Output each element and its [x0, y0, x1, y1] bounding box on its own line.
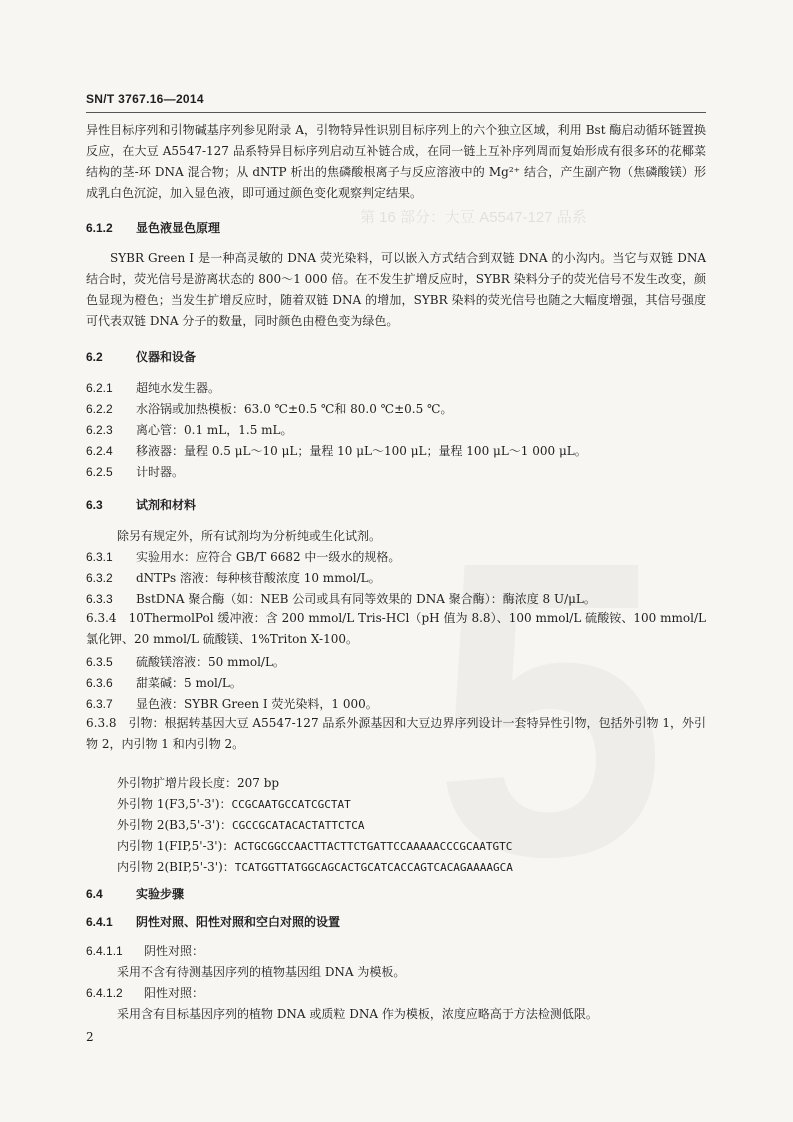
item-text: 甜菜碱：5 mol/L。 [136, 676, 242, 690]
list-item [86, 696, 706, 712]
positive-control-text: 采用含有目标基因序列的植物 DNA 或质粒 DNA 作为模板，浓度应略高于方法检测低限。 [117, 1007, 598, 1021]
header-rule [86, 112, 706, 113]
section-title: 实验步骤 [136, 887, 185, 901]
section-6-3-intro: 除另有规定外，所有试剂均为分析纯或生化试剂。 [117, 529, 382, 543]
reagent-6-3-8: 6.3.8 引物：根据转基因大豆 A5547-127 品系外源基因和大豆边界序列设计一套特异性引物，包括外引物 1，外引物 2，内引物 1 和内引物 2。 [86, 716, 706, 751]
item-text: 计时器。 [136, 465, 185, 479]
primer-sequence: TCATGGTTATGGCAGCACTGCATCACCAGTCACAGAAAAGCA [234, 861, 513, 874]
section-6-3-heading [86, 497, 706, 513]
section-title: 试剂和材料 [136, 498, 197, 512]
item-number: 6.3.6 [86, 676, 113, 690]
section-number: 6.4 [86, 887, 103, 901]
primer-sequence: CGCCGCATACACTATTCTCA [232, 819, 365, 832]
primer-label: 内引物 1(FIP,5'-3')： [117, 839, 235, 853]
negative-control-text: 采用不含有待测基因序列的植物基因组 DNA 为模板。 [117, 965, 406, 979]
section-6-4-1-1 [86, 943, 706, 959]
list-item [86, 401, 706, 417]
item-text: BstDNA 聚合酶（如：NEB 公司或具有同等效果的 DNA 聚合酶）：酶浓度 8 U/μL。 [136, 592, 596, 606]
section-number: 6.1.2 [86, 221, 113, 235]
item-number: 6.2.3 [86, 423, 113, 437]
list-item [86, 549, 706, 565]
primer-row [117, 817, 364, 834]
item-text: 实验用水：应符合 GB/T 6682 中一级水的规格。 [136, 550, 401, 564]
primer-sequence: CCGCAATGCCATCGCTAT [231, 798, 351, 811]
intro-paragraph: 异性目标序列和引物碱基序列参见附录 A，引物特异性识别目标序列上的六个独立区域，利用 Bst 酶启动循环链置换反应，在大豆 A5547-127 品系特异目标序列启动互补链合成，在同一链上互补序列周而复始形成有很多环的花椰菜结构的茎-环 DNA 混合物；从 dNTP 析出的焦磷酸根离子与反应溶液中的 Mg²⁺ 结合，产生副产物（焦磷酸镁）形成乳白色沉淀，加入显色液，即可通过颜色变化观察判定结果。 [86, 123, 706, 200]
item-text: dNTPs 溶液：每种核苷酸浓度 10 mmol/L。 [136, 571, 381, 585]
item-text: 阴性对照： [144, 944, 205, 958]
primer-label: 内引物 2(BIP,5'-3')： [117, 860, 235, 874]
list-item [86, 443, 706, 459]
item-number: 6.2.2 [86, 402, 113, 416]
section-6-1-2-heading [86, 220, 706, 236]
section-6-2-heading [86, 349, 706, 365]
item-text: 显色液：SYBR Green Ⅰ 荧光染料，1 000。 [136, 697, 378, 711]
item-number: 6.4.1.1 [86, 944, 123, 958]
item-number: 6.2.5 [86, 465, 113, 479]
list-item [86, 570, 706, 586]
item-number: 6.3.5 [86, 655, 113, 669]
item-number: 6.3.1 [86, 550, 113, 564]
item-text: 移液器：量程 0.5 μL～10 μL；量程 10 μL～100 μL；量程 100 μL～1 000 μL。 [136, 444, 587, 458]
section-6-4-1-2 [86, 985, 706, 1001]
list-item [86, 675, 706, 691]
list-item [86, 591, 706, 607]
section-6-4-heading [86, 886, 706, 902]
item-text: 硫酸镁溶液：50 mmol/L。 [136, 655, 285, 669]
item-number: 6.3.7 [86, 697, 113, 711]
item-number: 6.3.3 [86, 592, 113, 606]
item-text: 超纯水发生器。 [136, 381, 221, 395]
section-number: 6.4.1 [86, 915, 113, 929]
item-text: 离心管：0.1 mL，1.5 mL。 [136, 423, 293, 437]
bleed-through-text: 第 16 部分：大豆 A5547-127 品系 [360, 209, 587, 226]
section-6-1-2-text: SYBR Green Ⅰ 是一种高灵敏的 DNA 荧光染料，可以嵌入方式结合到双链 DNA 的小沟内。当它与双链 DNA 结合时，荧光信号是游离状态的 800～1 000 倍。在不发生扩增反应时，SYBR 染料分子的荧光信号不发生改变，颜色显现为橙色；当发生扩增反应时，随着双链 DNA 的增加，SYBR 染料的荧光信号也随之大幅度增强，其信号强度可代表双链 DNA 分子的数量，同时颜色由橙色变为绿色。 [86, 251, 706, 328]
section-title: 仪器和设备 [136, 350, 197, 364]
primer-row [117, 859, 513, 876]
primer-row [117, 796, 351, 813]
primer-sequence: ACTGCGGCCAACTTACTTCTGATTCCAAAAACCCGCAATGTC [234, 840, 513, 853]
item-number: 6.4.1.2 [86, 986, 123, 1000]
reagent-6-3-4: 6.3.4 10ThermolPol 缓冲液：含 200 mmol/L Tris-HCl（pH 值为 8.8）、100 mmol/L 硫酸铵、100 mmol/L 氯化钾、20 mmol/L 硫酸镁、1%Triton X-100。 [86, 611, 706, 646]
item-number: 6.2.1 [86, 381, 113, 395]
item-text: 水浴锅或加热模板：63.0 ℃±0.5 ℃和 80.0 ℃±0.5 ℃。 [136, 402, 453, 416]
item-number: 6.2.4 [86, 444, 113, 458]
section-number: 6.2 [86, 350, 103, 364]
section-title: 显色液显色原理 [136, 221, 221, 235]
page-number: 2 [86, 1030, 94, 1044]
item-number: 6.3.2 [86, 571, 113, 585]
primer-label: 外引物 2(B3,5'-3')： [117, 818, 233, 832]
section-6-4-1-heading [86, 914, 706, 930]
primer-label: 外引物 1(F3,5'-3')： [117, 797, 232, 811]
standard-number-header: SN/T 3767.16—2014 [86, 92, 204, 106]
list-item [86, 380, 706, 396]
list-item [86, 422, 706, 438]
section-number: 6.3 [86, 498, 103, 512]
list-item [86, 654, 706, 670]
list-item [86, 464, 706, 480]
fragment-length: 外引物扩增片段长度：207 bp [117, 776, 280, 790]
primer-row [117, 838, 512, 855]
section-title: 阴性对照、阳性对照和空白对照的设置 [136, 915, 341, 929]
item-text: 阳性对照： [144, 986, 205, 1000]
